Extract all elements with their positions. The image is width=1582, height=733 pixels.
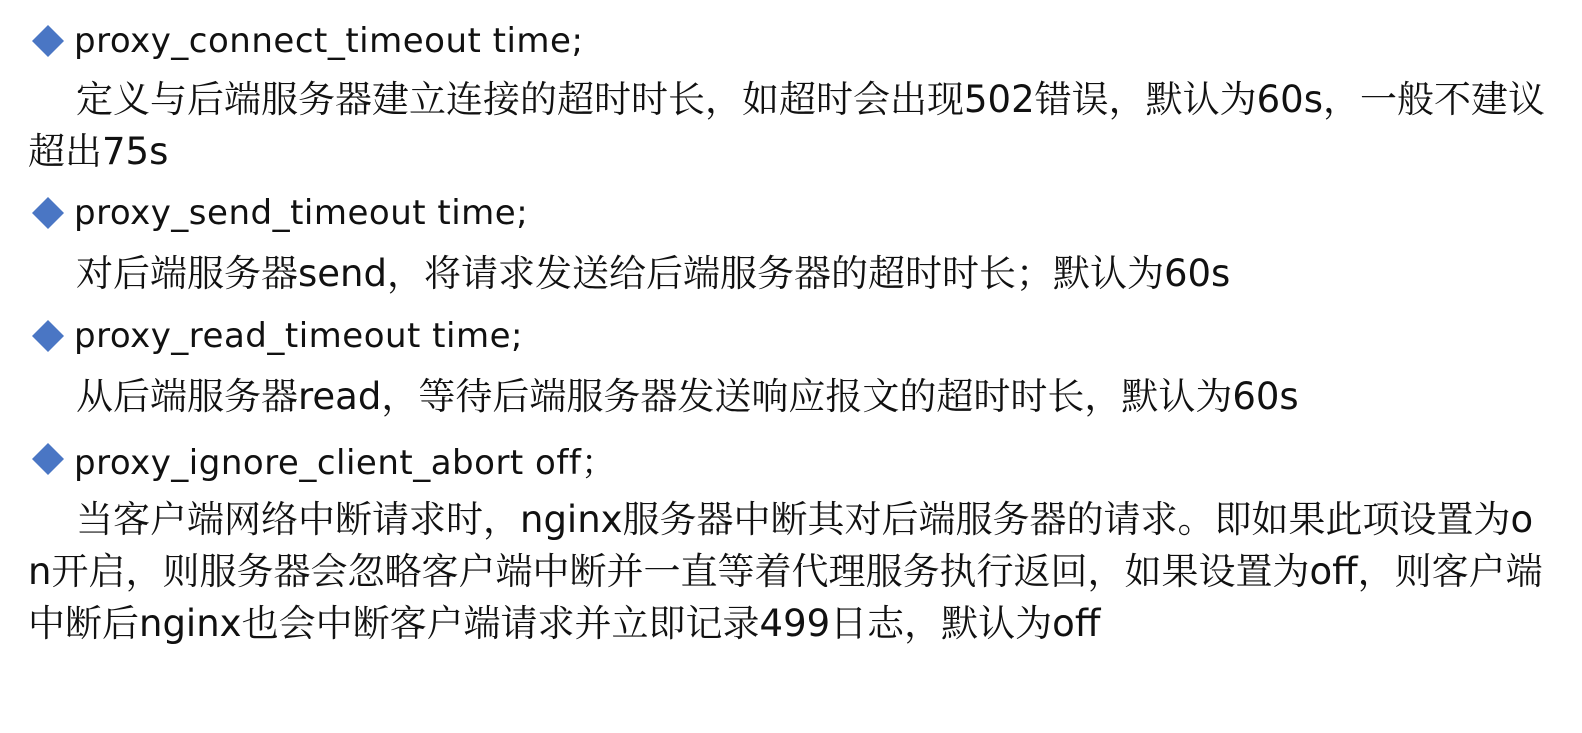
directive-text: proxy_ignore_client_abort off； [74,442,616,483]
directive-heading-read-timeout [28,311,523,361]
directive-description: 从后端服务器read，等待后端服务器发送响应报文的超时时长，默认为60s [76,375,1299,418]
diamond-bullet-icon [28,439,68,479]
directive-description: 当客户端网络中断请求时，nginx服务器中断其对后端服务器的请求。即如果此项设置为on开启，则服务器会忽略客户端中断并一直等着代理服务执行返回，如果设置为off，则客户端中断后nginx也会中断客户端请求并立即记录499日志，默认为off [28,498,1543,645]
diamond-bullet-icon [28,21,68,61]
directive-description: 对后端服务器send，将请求发送给后端服务器的超时时长；默认为60s [76,252,1231,295]
directive-text: proxy_connect_timeout time; [74,21,584,61]
directive-heading-send-timeout [28,188,528,238]
directive-heading-connect-timeout [28,16,583,66]
directive-description: 定义与后端服务器建立连接的超时时长，如超时会出现502错误，默认为60s，一般不建议超出75s [28,78,1545,173]
diamond-bullet-icon [28,316,68,356]
directive-text: proxy_read_timeout time; [74,316,523,356]
directive-text: proxy_send_timeout time; [74,193,529,233]
directive-heading-ignore-client-abort [28,434,616,484]
diamond-bullet-icon [28,193,68,233]
